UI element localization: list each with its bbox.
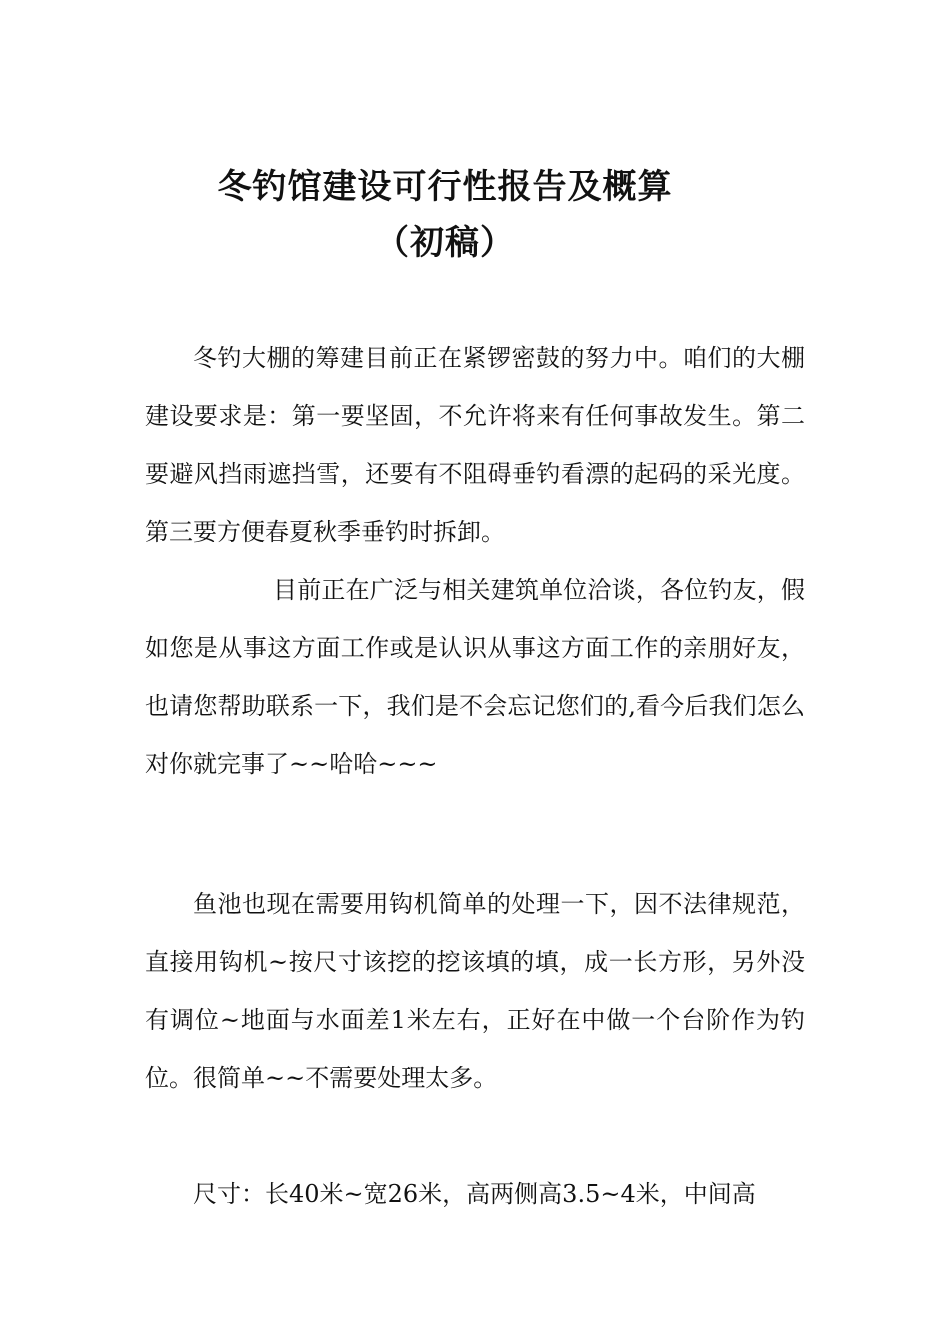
- document-title: 冬钓馆建设可行性报告及概算: [217, 167, 673, 207]
- paragraph-4: 尺寸：长40米~宽26米，高两侧高3.5~4米，中间高: [193, 1180, 756, 1208]
- paragraph-2: 目前正在广泛与相关建筑单位洽谈，各位钓友，假如您是从事这方面工作或是认识从事这方面工作的亲朋好友，也请您帮助联系一下，我们是不会忘记您们的,看今后我们怎么对你就完事了~~哈哈~~~: [145, 576, 805, 778]
- paragraph-3: 鱼池也现在需要用钩机简单的处理一下，因不法律规范，直接用钩机~按尺寸该挖的挖该填的填，成一长方形，另外没有调位~地面与水面差1米左右，正好在中做一个台阶作为钓位。很简单~~不需要处理太多。: [145, 890, 805, 1092]
- document-subtitle: （初稿）: [375, 223, 515, 263]
- paragraph-1: 冬钓大棚的筹建目前正在紧锣密鼓的努力中。咱们的大棚建设要求是：第一要坚固，不允许将来有任何事故发生。第二要避风挡雨遮挡雪，还要有不阻碍垂钓看漂的起码的采光度。第三要方便春夏秋季垂钓时拆卸。: [145, 344, 805, 546]
